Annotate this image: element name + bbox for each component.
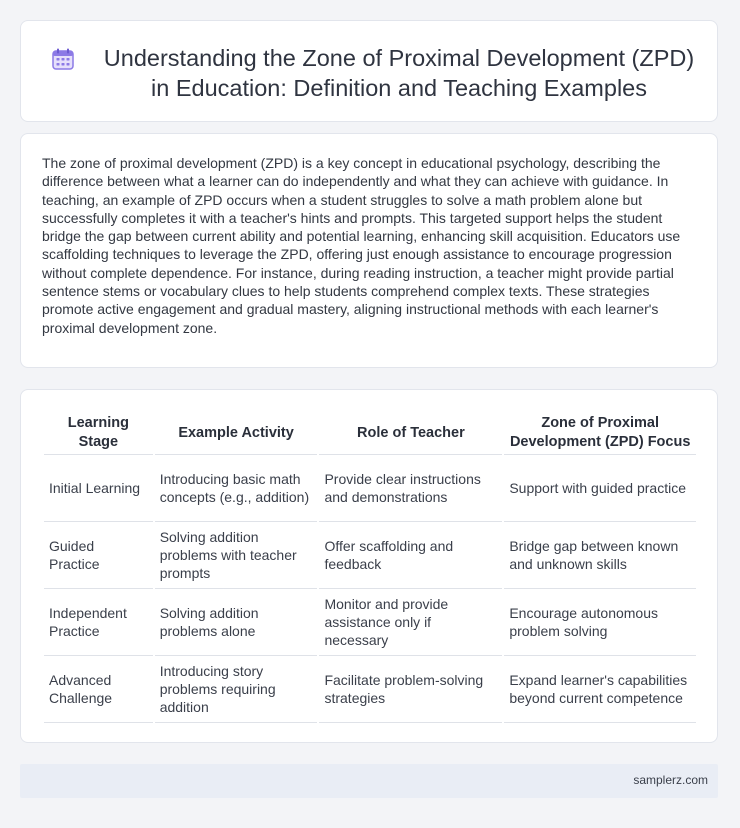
table-cell: Bridge gap between known and unknown skills	[504, 522, 696, 589]
table-cell: Guided Practice	[44, 522, 153, 589]
table-cell: Solving addition problems with teacher prompts	[155, 522, 318, 589]
table-cell: Support with guided practice	[504, 455, 696, 522]
footer	[20, 764, 718, 798]
site-link[interactable]: samplerz.com	[633, 773, 708, 787]
table-row	[44, 589, 696, 656]
table-cell: Encourage autonomous problem solving	[504, 589, 696, 656]
column-header: Example Activity	[155, 412, 318, 455]
table-cell: Offer scaffolding and feedback	[319, 522, 502, 589]
table-cell: Provide clear instructions and demonstrations	[319, 455, 502, 522]
column-header: Role of Teacher	[319, 412, 502, 455]
table-header-row	[44, 412, 696, 455]
table-cell: Initial Learning	[44, 455, 153, 522]
table-cell: Expand learner's capabilities beyond current competence	[504, 656, 696, 723]
intro-paragraph: The zone of proximal development (ZPD) is a key concept in educational psychology, describing the difference between what a learner can do independently and what they can achieve with guidance. In teaching, an example of ZPD occurs when a student struggles to solve a math problem alone but successfully completes it with a teacher's hints and prompts. This targeted support helps the student bridge the gap between current ability and potential learning, enhancing skill acquisition. Educators use scaffolding techniques to leverage the ZPD, offering just enough assistance to encourage progression without complete dependence. For instance, during reading instruction, a teacher might provide partial sentence stems or vocabulary clues to help students comprehend complex texts. These strategies promote active engagement and gradual mastery, aligning instructional methods with each learner's proximal development zone.	[42, 155, 681, 336]
table-row	[44, 522, 696, 589]
intro-card	[20, 133, 718, 368]
table-cell: Advanced Challenge	[44, 656, 153, 723]
table-cell: Solving addition problems alone	[155, 589, 318, 656]
zpd-table	[42, 412, 698, 723]
title-card	[20, 20, 718, 122]
table-cell: Introducing story problems requiring addition	[155, 656, 318, 723]
column-header: Learning Stage	[44, 412, 153, 455]
table-cell: Introducing basic math concepts (e.g., addition)	[155, 455, 318, 522]
table-row	[44, 656, 696, 723]
table-row	[44, 455, 696, 522]
table-cell: Independent Practice	[44, 589, 153, 656]
table-card	[20, 389, 718, 743]
table-cell: Monitor and provide assistance only if necessary	[319, 589, 502, 656]
column-header: Zone of Proximal Development (ZPD) Focus	[504, 412, 696, 455]
page-title: Understanding the Zone of Proximal Development (ZPD) in Education: Definition and Teaching Examples	[103, 45, 695, 101]
table-cell: Facilitate problem-solving strategies	[319, 656, 502, 723]
calendar-icon	[51, 47, 75, 71]
